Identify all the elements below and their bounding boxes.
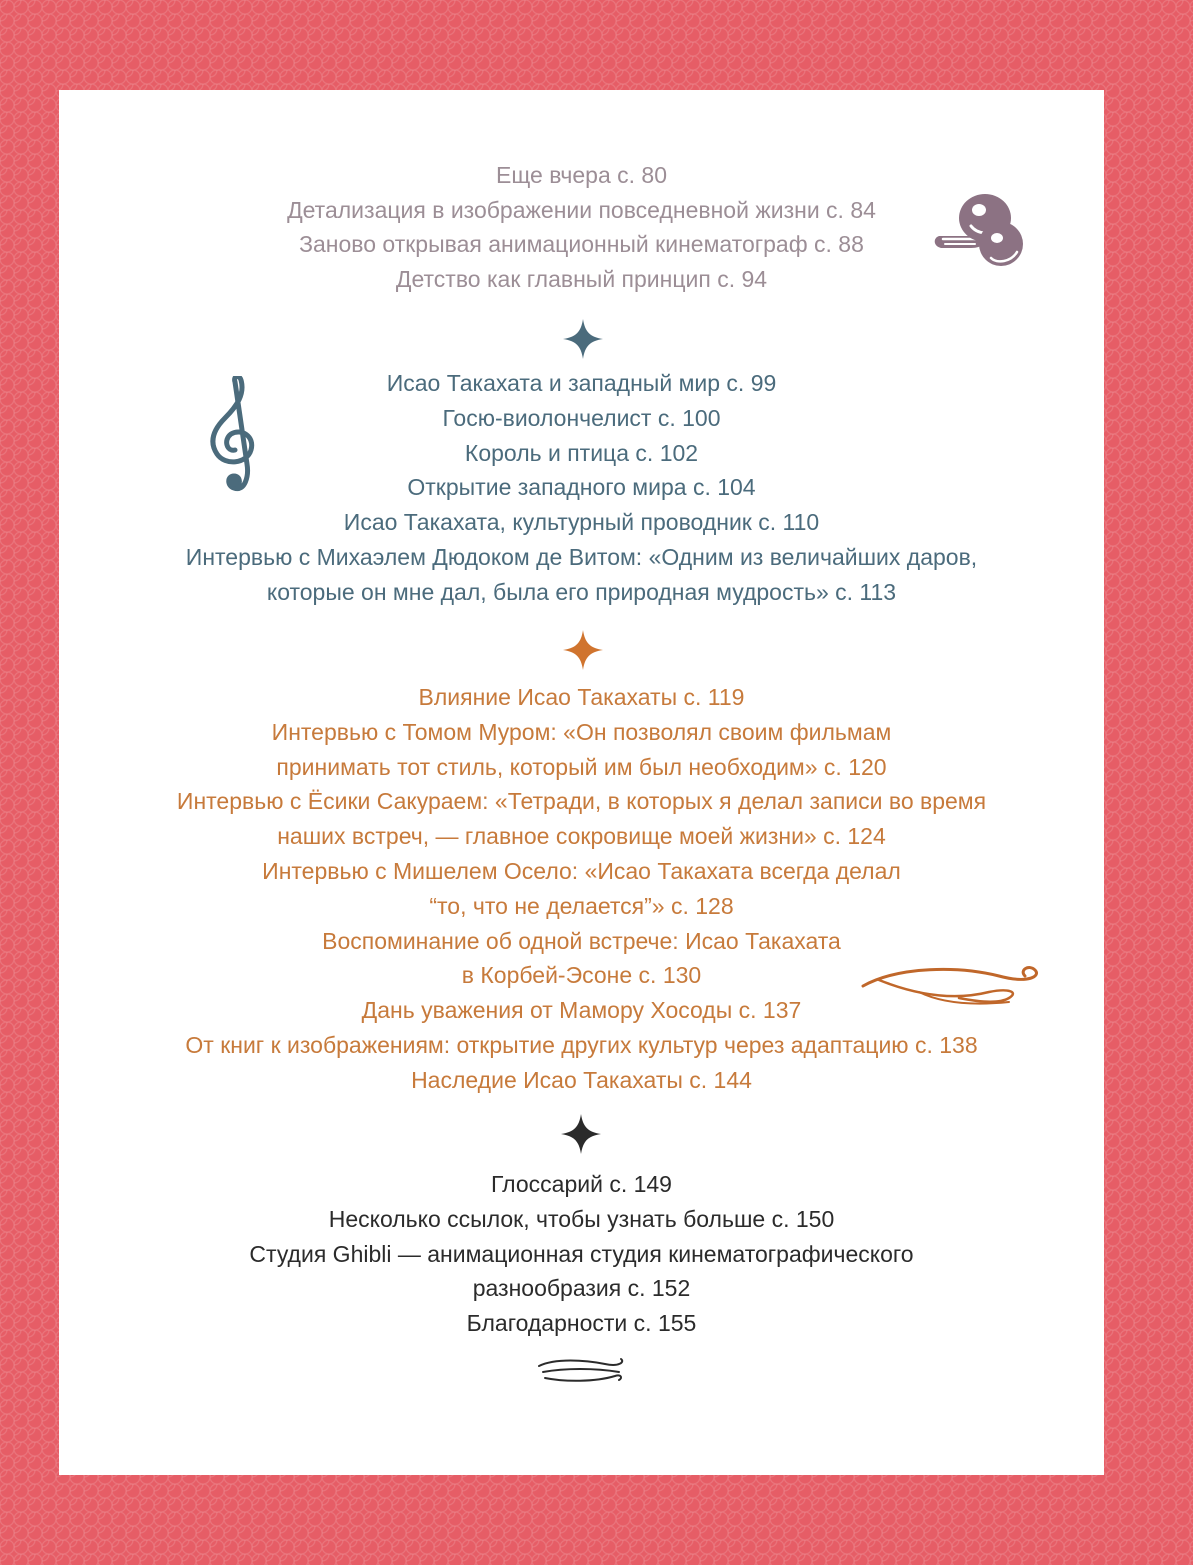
toc-entry[interactable]: Еще вчера с. 80 <box>496 162 667 188</box>
toc-entry[interactable]: Детализация в изображении повседневной жизни с. 84 <box>287 196 876 223</box>
page <box>59 90 1104 1475</box>
toc-entry[interactable]: Король и птица с. 102 <box>464 439 699 466</box>
toc-entry[interactable]: в Корбей-Эсоне с. 130 <box>461 962 702 989</box>
toc-entry[interactable]: Интервью с Томом Муром: «Он позволял своим фильмам <box>271 718 892 745</box>
toc-entry[interactable]: Несколько ссылок, чтобы узнать больше с. 150 <box>328 1205 835 1232</box>
toc-entry[interactable]: Заново открывая анимационный кинематограф с. 88 <box>299 231 864 258</box>
toc-entry[interactable]: Благодарности с. 155 <box>466 1310 697 1337</box>
flourish-ornament-icon <box>859 962 1043 1010</box>
toc-entry[interactable]: Дань уважения от Мамору Хосоды с. 137 <box>361 997 802 1024</box>
flourish-ornament-icon <box>535 1356 629 1384</box>
toc-entry[interactable]: “то, что не делается”» с. 128 <box>429 892 734 919</box>
toc-entry[interactable]: принимать тот стиль, который им был необходим» с. 120 <box>276 753 887 780</box>
toc-entry[interactable]: Интервью с Мишелем Осело: «Исао Такахата всегда делал <box>262 857 901 884</box>
toc-entry[interactable]: Глоссарий с. 149 <box>491 1171 672 1197</box>
mushroom-icon <box>931 188 1031 272</box>
four-point-star-icon <box>563 630 603 670</box>
toc-entry[interactable]: Влияние Исао Такахаты с. 119 <box>418 684 745 710</box>
toc-entry[interactable]: Наследие Исао Такахаты с. 144 <box>411 1066 752 1093</box>
toc-entry[interactable]: Интервью с Ёсики Сакураем: «Тетради, в которых я делал записи во время <box>176 788 987 815</box>
four-point-star-icon <box>561 1114 601 1154</box>
toc-entry[interactable]: Детство как главный принцип с. 94 <box>395 266 768 293</box>
toc-entry[interactable]: наших встреч, — главное сокровище моей жизни» с. 124 <box>277 823 886 850</box>
treble-clef-icon <box>207 376 259 498</box>
toc-entry[interactable]: Исао Такахата, культурный проводник с. 110 <box>343 509 820 536</box>
toc-entry[interactable]: Госю-виолончелист с. 100 <box>442 404 721 431</box>
toc-entry[interactable]: которые он мне дал, была его природная мудрость» с. 113 <box>266 578 897 605</box>
toc-entry[interactable]: Открытие западного мира с. 104 <box>407 474 756 501</box>
toc-entry[interactable]: От книг к изображениям: открытие других культур через адаптацию с. 138 <box>185 1031 978 1058</box>
toc-entry[interactable]: Интервью с Михаэлем Дюдоком де Витом: «Одним из величайших даров, <box>185 543 978 570</box>
toc-entry[interactable]: Воспоминание об одной встрече: Исао Такахата <box>322 927 841 954</box>
four-point-star-icon <box>563 319 603 359</box>
toc-entry[interactable]: Исао Такахата и западный мир с. 99 <box>386 370 777 396</box>
toc-section-3 <box>59 680 1104 1098</box>
toc-section-4 <box>59 1167 1104 1341</box>
toc-entry[interactable]: Студия Ghibli — анимационная студия кинематографического <box>249 1240 914 1267</box>
toc-entry[interactable]: разнообразия с. 152 <box>472 1275 691 1302</box>
